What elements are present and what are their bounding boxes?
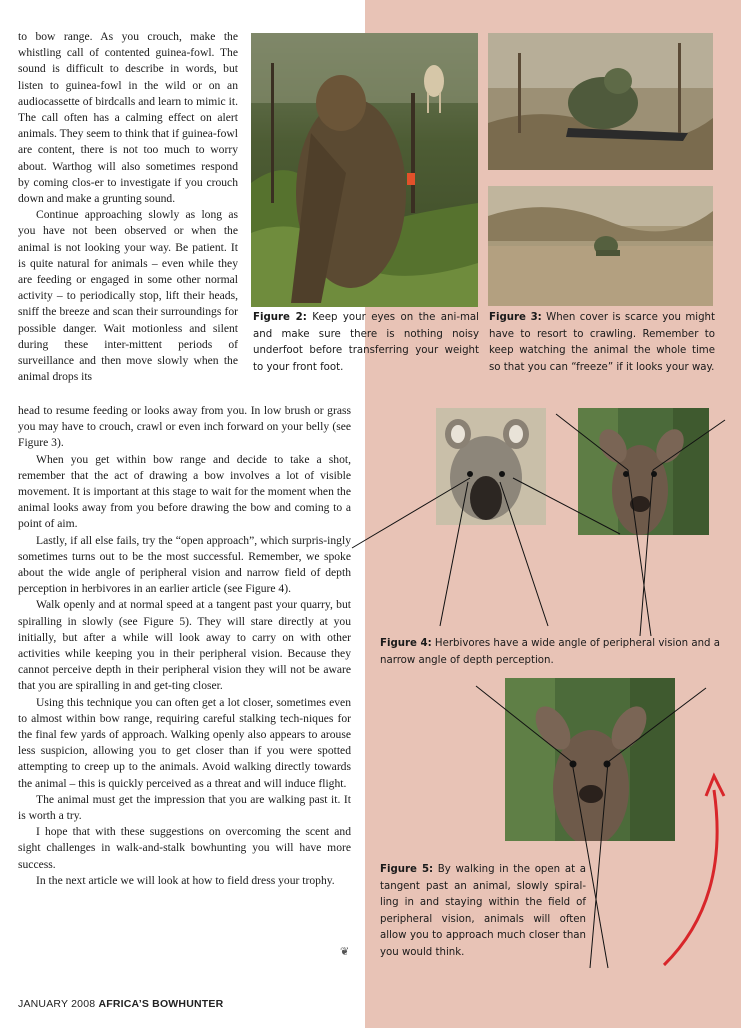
figure-4-text: Herbivores have a wide angle of peripheral vision and a narrow angle of depth perception. (380, 638, 721, 666)
paragraph: When you get within bow range and decide to take a shot, remember that the act of drawing a bow involves a lot of visible movement. It is important at this stage to wait for the moment when the animal looks away from you before drawing the bow and coming to a point of aim. (18, 452, 351, 531)
paragraph: Using this technique you can often get a lot closer, sometimes even to almost within bow range, requiring careful stalking tech-niques for the final few yards of approach. Walking openly also appears to arouse less suspicion, allowing you to get closer than if you were spotted attempting to creep up to the animals. Avoid walking directly towards the animal – this is quickly perceived as a threat and will induce flight. (18, 695, 351, 790)
paragraph: Continue approaching slowly as long as you have not been observed or when the animal is not looking your way. Be patient. It is quite natural for animals – even while they are feeding or engaged in some other normal activity – to periodically stop, lift their heads, sniff the breeze and scan their surroundings for possible danger. Wait motionless and silent during these inter-mittent periods of surveillance and then move slowly when the animal drops its (18, 208, 238, 384)
figure-2-text: Keep your eyes on the ani-mal and make sure there is nothing noisy underfoot before transferring your weight to your front foot. (253, 312, 480, 373)
paragraph: head to resume feeding or looks away from you. In low brush or grass you may have to crouch, crawl or even inch forward on your belly (see Figure 3). (18, 404, 351, 450)
page-footer (18, 998, 223, 1010)
paragraph: Walk openly and at normal speed at a tangent past your quarry, but spiralling in slowly (see Figure 5). They will stare directly at you initially, but after a while will look away to carry on with other activities while keeping you in their peripheral vision. Because they cannot perceive depth in their peripheral vision they will not be aware that you are spiralling in and get-ting closer. (18, 598, 351, 693)
figure-5-text: By walking in the open at a tangent past an animal, slowly spiral-ling in and staying within the field of peripheral vision, animals will often allow you to approach much closer than you would think. (380, 864, 587, 958)
paragraph: to bow range. As you crouch, make the whistling call of contented guinea-fowl. The sound is difficult to describe in words, but listen to guinea-fowl in the wild or on an audiocassette of birdcalls and learn to mimic it. The call often has a calming effect on alert animals. They seem to think that if guinea-fowl are content, there is not too much to worry about. Warthog will also sometimes respond by coming clos-er to investigate if you crouch down and make a grunting sound. (18, 30, 239, 206)
paragraph: I hope that with these suggestions on overcoming the scent and sight challenges in walk-and-stalk bowhunting you will have more success. (18, 825, 351, 871)
paragraph: The animal must get the impression that you are walking past it. It is worth a try. (18, 792, 351, 823)
paragraph: Lastly, if all else fails, try the “open approach”, which surpris-ingly sometimes turns out to be the most successful. Remember, we spoke about the wide angle of peripheral vision and narrow field of depth perception in herbivores in an earlier article (see Figure 4). (18, 533, 351, 596)
end-of-article-mark: ❦ (340, 946, 350, 958)
figure-2-label: Figure 2: (253, 312, 307, 323)
figure-5-caption (380, 862, 586, 961)
figure-3-label: Figure 3: (489, 312, 542, 323)
paragraph: In the next article we will look at how to field dress your trophy. (36, 873, 335, 887)
footer-date: JANUARY 2008 (18, 998, 96, 1010)
figure-4-label: Figure 4: (380, 638, 432, 649)
footer-magazine: AFRICA’S BOWHUNTER (98, 998, 224, 1010)
figure-3-text: When cover is scarce you might have to resort to crawling. Remember to keep watching the animal the whole time so that you can “freeze” if it looks your way. (489, 312, 715, 373)
figure-5-label: Figure 5: (380, 864, 434, 875)
